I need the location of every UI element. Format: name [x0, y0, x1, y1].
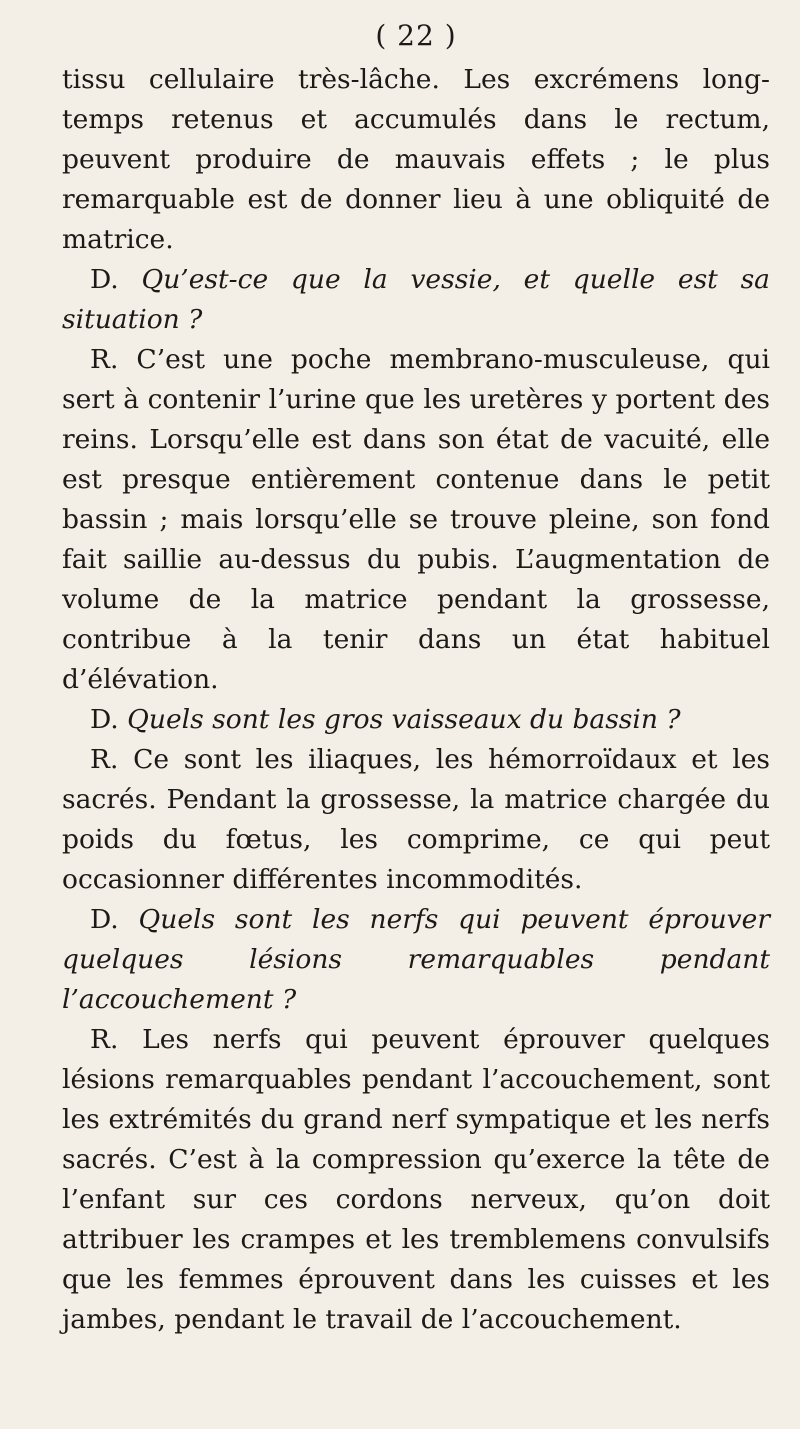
question-text: Quels sont les gros vaisseaux du bassin ? — [127, 704, 681, 735]
question-text: Qu’est-ce que la vessie, et quelle est sa situation ? — [62, 264, 770, 335]
paragraph-text: tissu cellulaire très-lâche. Les excrémens long-temps retenus et accumulés dans le rectum, peuvent produire de mauvais effets ; le plus remarquable est de donner lieu à une obliquité de matrice. — [62, 64, 770, 255]
question-paragraph — [62, 900, 770, 1020]
answer-label: R. — [90, 744, 119, 775]
answer-text: Les nerfs qui peuvent éprouver quelques lésions remarquables pendant l’accouchement, sont les extrémités du grand nerf sympatique et les nerfs sacrés. C’est à la compression qu’exerce la tête de l’enfant sur ces cordons nerveux, qu’on doit attribuer les crampes et les tremblemens convulsifs que les femmes éprouvent dans les cuisses et les jambes, pendant le travail de l’accouchement. — [62, 1024, 770, 1335]
question-text: Quels sont les nerfs qui peuvent éprouver quelques lésions remarquables pendant l’accouchement ? — [62, 904, 770, 1015]
question-label: D. — [90, 704, 119, 735]
question-label: D. — [90, 264, 119, 295]
answer-text: C’est une poche membrano-musculeuse, qui sert à contenir l’urine que les uretères y portent des reins. Lorsqu’elle est dans son état de vacuité, elle est presque entièrement contenue dans le petit bassin ; mais lorsqu’elle se trouve pleine, son fond fait saillie au-dessus du pubis. L’augmentation de volume de la matrice pendant la grossesse, contribue à la tenir dans un état habituel d’élévation. — [62, 344, 770, 695]
page-body — [62, 60, 770, 1340]
answer-paragraph — [62, 740, 770, 900]
paragraph-continuation — [62, 60, 770, 260]
question-paragraph — [62, 260, 770, 340]
answer-label: R. — [90, 1024, 119, 1055]
question-label: D. — [90, 904, 119, 935]
answer-paragraph — [62, 340, 770, 700]
answer-label: R. — [90, 344, 119, 375]
question-paragraph — [62, 700, 770, 740]
page-number: ( 22 ) — [375, 19, 457, 52]
answer-paragraph — [62, 1020, 770, 1340]
answer-text: Ce sont les iliaques, les hémorroïdaux et les sacrés. Pendant la grossesse, la matrice chargée du poids du fœtus, les comprime, ce qui peut occasionner différentes incommodités. — [62, 744, 770, 895]
